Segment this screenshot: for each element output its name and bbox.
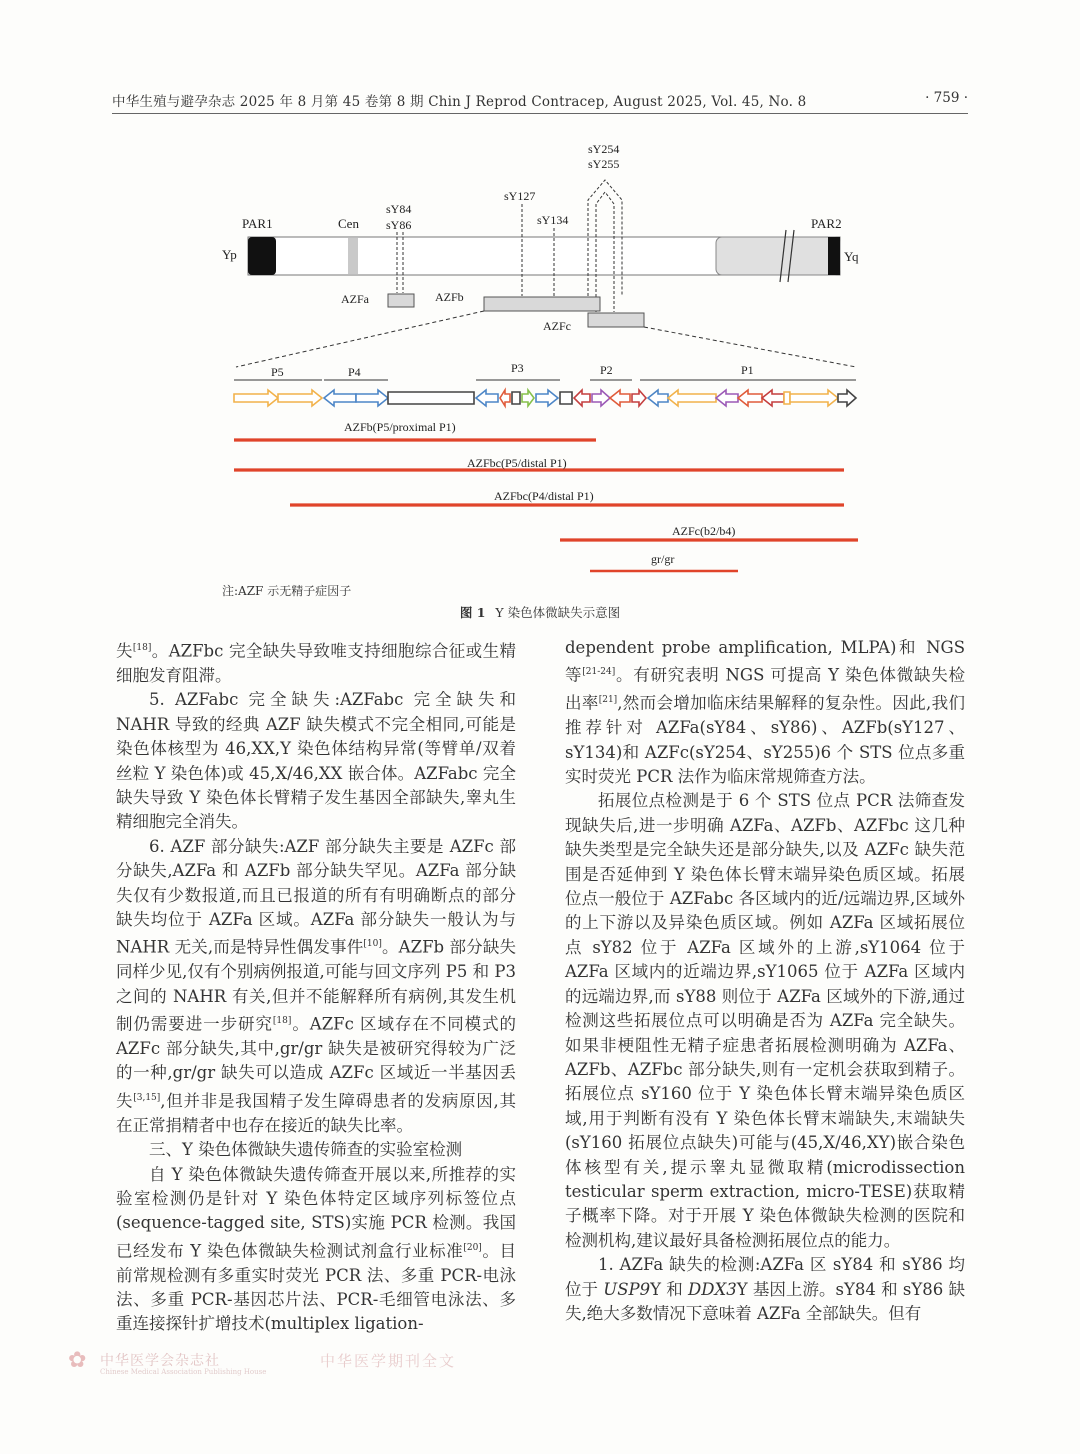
amplicon-arrow: [784, 392, 790, 404]
label-azfb: AZFb: [435, 290, 464, 304]
publisher-logo-icon: ✿: [68, 1348, 87, 1373]
amplicon-arrow: [790, 390, 838, 406]
label-sy84: sY84: [386, 202, 412, 216]
paragraph: 自 Y 染色体微缺失遗传筛查开展以来,所推荐的实验室检测仍是针对 Y 染色体特定区域序列标签位点(sequence-tagged site, STS)实施 PCR 检测。我国已经发布 Y 染色体微缺失检测试剂盒行业标准[20]。目前常规检测有多重实时荧光 PCR 法、多重 PCR-电泳法、多重 PCR-基因芯片法、PCR-毛细管电泳法、多重连接探针扩增技术(multiplex ligation-: [116, 1164, 516, 1334]
y-chromosome-figure: [0, 0, 1080, 600]
heterochromatin-region: [716, 237, 840, 275]
paragraph: 拓展位点检测是于 6 个 STS 位点 PCR 法筛查发现缺失后,进一步明确 AZFa、AZFb、AZFbc 这几种缺失类型是完全缺失还是部分缺失,以及 AZFc 缺失范围是否延伸到 Y 染色体长臂末端异染色质区域。拓展位点一般位于 AZFabc 各区域内的近/远端边界,区域外的上下游以及异染色质区域。例如 AZFa 区域拓展位点 sY82 位于 AZFa 区域外的上游,sY1064 位于 AZFa 区域内的近端边界,sY1065 位于 AZFa 区域内的远端边界,而 sY88 则位于 AZFa 区域外的下游,通过检测这些拓展位点可以明确是否为 AZFa 完全缺失。如果非梗阻性无精子症患者拓展检测明确为 AZFa、AZFb、AZFbc 部分缺失,则有一定机会获取到精子。拓展位点 sY160 位于 Y 染色体长臂末端异染色质区域,用于判断有没有 Y 染色体长臂末端缺失,末端缺失(sY160 拓展位点缺失)可能与(45,X/46,XY)嵌合染色体核型有关,提示睾丸显微取精(microdissection testicular sperm extraction, micro-TESE)获取精子概率下降。对于开展 Y 染色体微缺失检测的医院和检测机构,建议最好具备检测拓展位点的能力。: [565, 791, 965, 1250]
amplicon-arrow: [388, 392, 474, 404]
publisher-name: 中华医学会杂志社: [100, 1353, 220, 1369]
amplicon-arrow: [476, 390, 498, 406]
amplicon-arrow: [762, 390, 784, 406]
paragraph: 6. AZF 部分缺失:AZF 部分缺失主要是 AZFc 部分缺失,AZFa 和 AZFb 部分缺失罕见。AZFa 部分缺失仅有少数报道,而且已报道的所有有明确断点的部分缺失均位于 AZFa 区域。AZFa 部分缺失一般认为与 NAHR 无关,而是特异性偶发事件[10]。AZFb 部分缺失同样少见,仅有个别病例报道,可能与回文序列 P5 和 P3 之间的 NAHR 有关,但并不能解释所有病例,其发生机制仍需要进一步研究[18]。AZFc 区域存在不同模式的 AZFc 部分缺失,其中,gr/gr 缺失是被研究得较为广泛的一种,gr/gr 缺失可以造成 AZFc 区域近一半基因丢失[3,15],但并非是我国精子发生障碍患者的发病原因,其在正常捐精者中也存在接近的缺失比率。: [116, 836, 516, 1135]
label-sy134: sY134: [537, 213, 569, 227]
amplicon-arrow: [592, 390, 610, 406]
par1-block: [248, 237, 276, 275]
figure-title: Y 染色体微缺失示意图: [495, 605, 621, 620]
amplicon-arrow: [716, 390, 738, 406]
journal-header: 中华生殖与避孕杂志 2025 年 8 月第 45 卷第 8 期 Chin J Reprod Contracep, August 2025, Vol. 45, No. 8: [112, 94, 807, 110]
label-p5: P5: [271, 365, 284, 379]
azfa-box: [388, 294, 414, 307]
zoom-line-right: [644, 327, 856, 367]
amplicon-arrow: [536, 390, 558, 406]
deletion-label: AZFb(P5/proximal P1): [344, 420, 456, 434]
label-yp: Yp: [222, 247, 237, 262]
label-par2: PAR2: [811, 216, 842, 231]
label-sy127: sY127: [504, 189, 536, 203]
label-p4: P4: [348, 365, 361, 379]
amplicon-arrow: [632, 390, 646, 406]
amplicon-arrow: [278, 390, 322, 406]
amplicon-arrow: [522, 390, 534, 406]
amplicon-arrow: [512, 392, 520, 404]
paragraph: 1. AZFa 缺失的检测:AZFa 区 sY84 和 sY86 均位于 USP9Y 和 DDX3Y 基因上游。sY84 和 sY86 缺失,绝大多数情况下意味着 AZFa 全部缺失。但有: [565, 1255, 965, 1323]
publisher-watermark: [68, 1348, 538, 1382]
amplicon-arrow: [648, 390, 668, 406]
left-column: [116, 636, 516, 1337]
label-azfa: AZFa: [341, 292, 369, 306]
publisher-badge: 中华医学期刊全文: [320, 1352, 457, 1370]
right-column: [565, 636, 965, 1326]
label-azfc: AZFc: [543, 319, 571, 333]
deletion-bars: [234, 420, 858, 571]
deletion-label: gr/gr: [651, 552, 675, 566]
publisher-subtitle: Chinese Medical Association Publishing House: [100, 1368, 267, 1376]
amplicon-arrow: [838, 390, 856, 406]
amplicon-arrow: [738, 390, 762, 406]
azfc-box: [588, 313, 644, 327]
label-sy254: sY254: [588, 142, 620, 156]
amplicon-arrow: [560, 392, 572, 404]
label-sy86: sY86: [386, 218, 412, 232]
azfb-box: [484, 297, 600, 311]
paragraph: 5. AZFabc 完全缺失:AZFabc 完全缺失和 NAHR 导致的经典 AZF 缺失模式不完全相同,可能是染色体核型为 46,XX,Y 染色体结构异常(等臂单/双着丝粒 Y 染色体)或 45,X/46,XX 嵌合体。AZFabc 完全缺失导致 Y 染色体长臂精子发生基因全部缺失,睾丸生精细胞完全消失。: [116, 690, 516, 832]
figure-caption: [0, 603, 1080, 621]
par2-block: [828, 237, 840, 275]
amplicon-arrow: [324, 390, 356, 406]
label-sy255: sY255: [588, 157, 620, 171]
deletion-label: AZFbc(P4/distal P1): [494, 489, 594, 503]
deletion-label: AZFbc(P5/distal P1): [467, 456, 567, 470]
zoom-line-left: [236, 311, 484, 367]
amplicon-arrow: [668, 390, 716, 406]
label-yq: Yq: [844, 249, 859, 264]
amplicon-arrow: [500, 390, 510, 406]
figure-number: 图 1: [459, 605, 486, 620]
figure-note: 注:AZF 示无精子症因子: [222, 584, 352, 598]
amplicon-arrow: [356, 390, 388, 406]
label-p2: P2: [600, 363, 613, 377]
label-p1: P1: [741, 363, 754, 377]
amplicon-arrow: [234, 390, 278, 406]
label-cen: Cen: [338, 216, 359, 231]
amplicon-arrow: [610, 390, 630, 406]
centromere: [348, 238, 358, 274]
label-p3: P3: [511, 361, 524, 375]
page-number: · 759 ·: [925, 90, 968, 106]
amplicon-row: [234, 390, 856, 406]
paragraph: 三、Y 染色体微缺失遗传筛查的实验室检测: [149, 1140, 463, 1160]
paragraph: 失[18]。AZFbc 完全缺失导致唯支持细胞综合征或生精细胞发育阻滞。: [116, 641, 516, 685]
deletion-label: AZFc(b2/b4): [672, 524, 736, 538]
paragraph: dependent probe amplification, MLPA)和 NGS 等[21-24]。有研究表明 NGS 可提高 Y 染色体微缺失检出率[21],然而会增加临床结果解释的复杂性。因此,我们推荐针对 AZFa(sY84、sY86)、AZFb(sY127、sY134)和 AZFc(sY254、sY255)6 个 STS 位点多重实时荧光 PCR 法作为临床常规筛查方法。: [565, 638, 965, 787]
label-par1: PAR1: [242, 216, 273, 231]
amplicon-arrow: [574, 390, 590, 406]
